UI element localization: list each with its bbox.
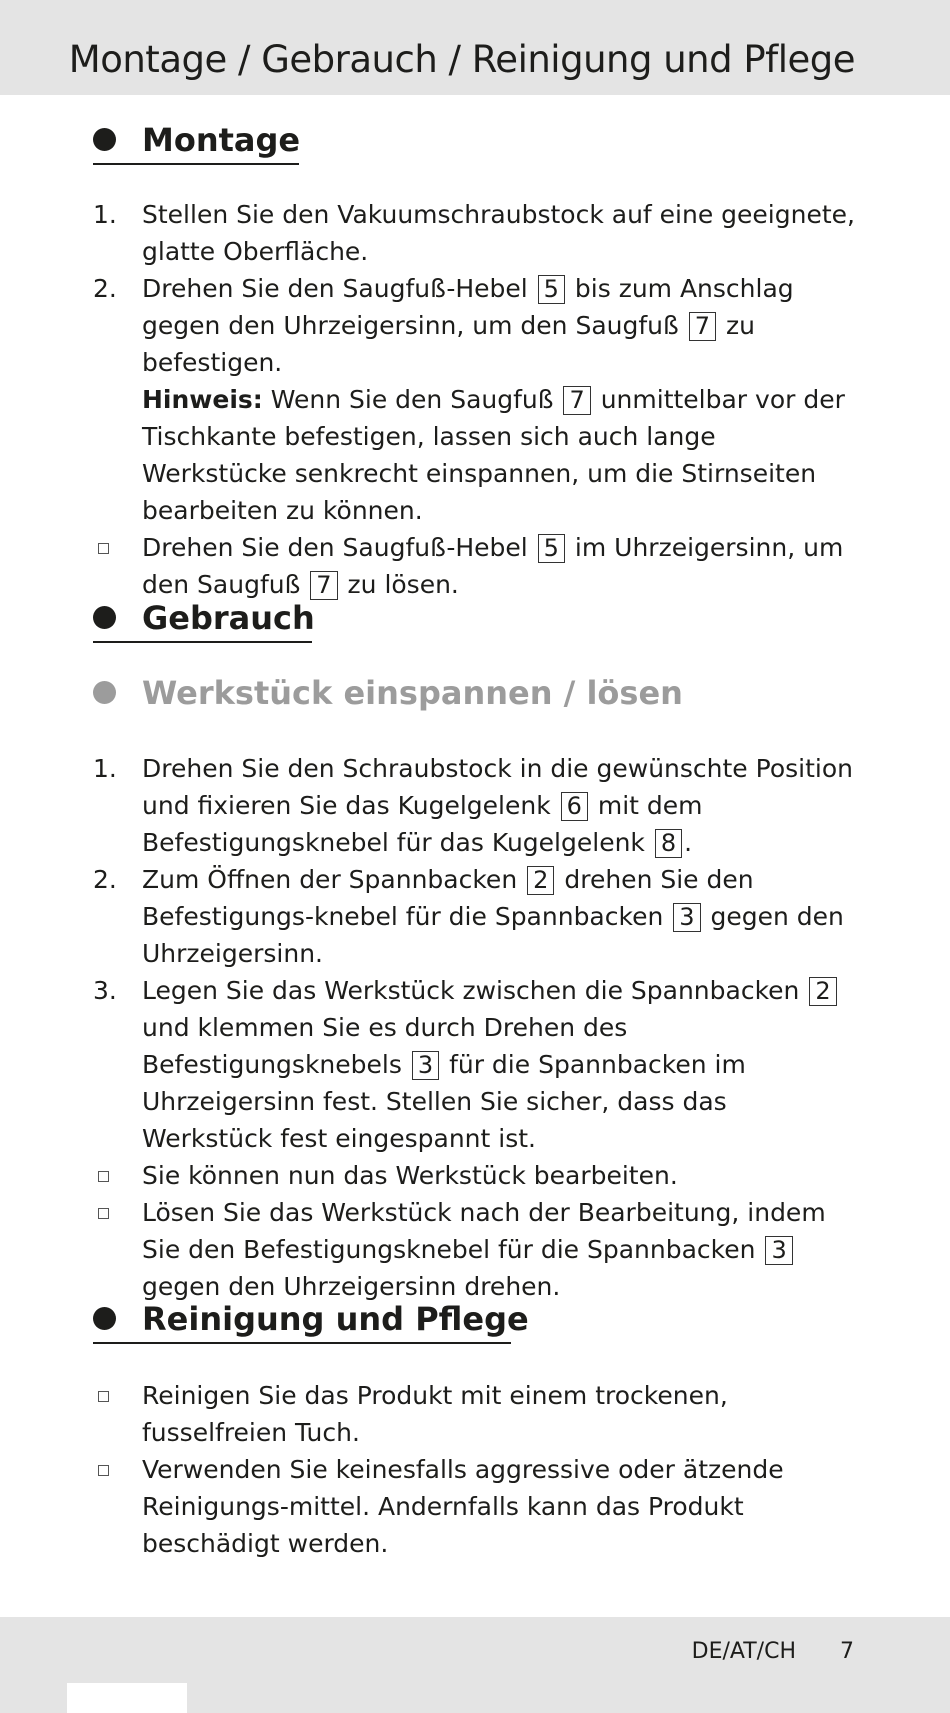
step-number: 1. (93, 754, 117, 783)
gebrauch-content (93, 750, 863, 1305)
bullet-dot-icon (93, 1307, 116, 1330)
montage-content (93, 196, 863, 603)
part-reference: 8 (655, 829, 682, 858)
step-text: zu befestigen. (142, 311, 755, 377)
part-reference: 6 (561, 792, 588, 821)
bullet-dot-icon (93, 681, 116, 704)
bullet-text: Lösen Sie das Werkstück nach der Bearbeitung, indem Sie den Befestigungsknebel für die Spannbacken (142, 1198, 826, 1264)
step-number: 1. (93, 200, 117, 229)
list-item (93, 529, 863, 603)
bullet-dot-icon (93, 606, 116, 629)
checkbox-icon (98, 1465, 109, 1476)
bullet-dot-icon (93, 128, 116, 151)
step-text: mit dem Befestigungsknebel für das Kugelgelenk (142, 791, 703, 857)
part-reference: 5 (538, 534, 565, 563)
heading-underline (93, 163, 299, 165)
bullet-text: Verwenden Sie keinesfalls aggressive oder ätzende Reinigungs-mittel. Andernfalls kann das Produkt beschädigt werden. (142, 1455, 784, 1558)
step-number: 2. (93, 274, 117, 303)
bullet-text: im Uhrzeigersinn, um den Saugfuß (142, 533, 844, 599)
step-text: Drehen Sie den Saugfuß-Hebel (142, 274, 528, 303)
checkbox-icon (98, 1391, 109, 1402)
list-item (93, 1451, 863, 1562)
list-item (93, 750, 863, 861)
part-reference: 7 (310, 571, 337, 600)
bullet-text: Sie können nun das Werkstück bearbeiten. (142, 1161, 678, 1190)
checkbox-icon (98, 543, 109, 554)
step-text: . (684, 828, 693, 857)
list-item (93, 972, 863, 1157)
part-reference: 2 (527, 866, 554, 895)
subsection-title: Werkstück einspannen / lösen (142, 674, 683, 712)
step-number: 3. (93, 976, 117, 1005)
bullet-text: zu lösen. (347, 570, 459, 599)
part-reference: 2 (809, 977, 836, 1006)
part-reference: 3 (412, 1051, 439, 1080)
checkbox-icon (98, 1171, 109, 1182)
reinigung-content (93, 1377, 863, 1562)
step-text: Legen Sie das Werkstück zwischen die Spannbacken (142, 976, 800, 1005)
step-number: 2. (93, 865, 117, 894)
footer (692, 1639, 854, 1664)
list-item (93, 1157, 863, 1194)
bullet-text: Reinigen Sie das Produkt mit einem trockenen, fusselfreien Tuch. (142, 1381, 728, 1447)
list-item (93, 196, 863, 270)
part-reference: 5 (538, 275, 565, 304)
step-text: gegen den Uhrzeigersinn. (142, 902, 844, 968)
list-item (93, 1377, 863, 1451)
section-title: Reinigung und Pflege (142, 1300, 529, 1338)
footer-tab-marker (67, 1683, 187, 1713)
part-reference: 3 (673, 903, 700, 932)
part-reference: 7 (689, 312, 716, 341)
locale-label: DE/AT/CH (691, 1639, 796, 1664)
part-reference: 3 (765, 1236, 792, 1265)
hint-label: Hinweis: (142, 385, 263, 414)
step-text: Drehen Sie den Schraubstock in die gewünschte Position und fixieren Sie das Kugelgelenk (142, 754, 853, 820)
step-text: Zum Öffnen der Spannbacken (142, 865, 518, 894)
heading-underline (93, 641, 312, 643)
list-item (93, 270, 863, 529)
step-text: unmittelbar vor der Tischkante befestigen, lassen sich auch lange Werkstücke senkrecht einspannen, um die Stirnseiten bearbeiten zu können. (142, 385, 845, 525)
page-number: 7 (840, 1639, 854, 1664)
step-text: Wenn Sie den Saugfuß (270, 385, 554, 414)
checkbox-icon (98, 1208, 109, 1219)
list-item (93, 1194, 863, 1305)
step-text: und klemmen Sie es durch Drehen des Befestigungsknebels (142, 1013, 628, 1079)
heading-underline (93, 1342, 511, 1344)
page-title: Montage / Gebrauch / Reinigung und Pflege (68, 38, 855, 81)
bullet-text: gegen den Uhrzeigersinn drehen. (142, 1272, 561, 1301)
list-item (93, 861, 863, 972)
part-reference: 7 (563, 386, 590, 415)
section-title: Gebrauch (142, 599, 315, 637)
step-text: Stellen Sie den Vakuumschraubstock auf eine geeignete, glatte Oberfläche. (142, 200, 855, 266)
step-text: drehen Sie den Befestigungs-knebel für die Spannbacken (142, 865, 754, 931)
step-text: bis zum Anschlag gegen den Uhrzeigersinn, um den Saugfuß (142, 274, 794, 340)
bullet-text: Drehen Sie den Saugfuß-Hebel (142, 533, 528, 562)
step-text: für die Spannbacken im Uhrzeigersinn fest. Stellen Sie sicher, dass das Werkstück fest eingespannt ist. (142, 1050, 746, 1153)
section-title: Montage (142, 121, 301, 159)
